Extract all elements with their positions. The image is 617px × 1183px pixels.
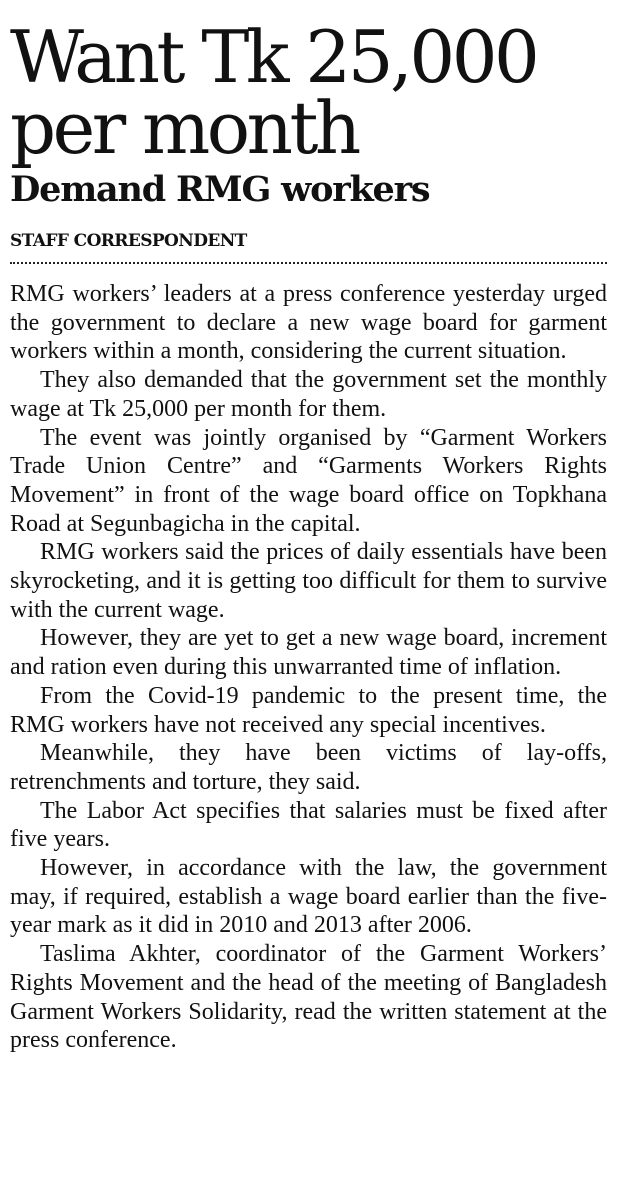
subheadline: Demand RMG workers bbox=[10, 169, 430, 210]
paragraph: The Labor Act specifies that salaries must be fixed after five years. bbox=[10, 797, 607, 853]
article-body bbox=[10, 280, 607, 1055]
paragraph: They also demanded that the government set the monthly wage at Tk 25,000 per month for them. bbox=[10, 367, 607, 422]
dotted-divider bbox=[10, 262, 607, 264]
paragraph: Meanwhile, they have been victims of lay-offs, retrenchments and torture, they said. bbox=[10, 740, 607, 795]
paragraph: The event was jointly organised by “Garment Workers Trade Union Centre” and “Garments Workers Rights Movement” in front of the wage board office on Topkhana Road at Segunbagicha in the capital. bbox=[10, 424, 607, 537]
paragraph: RMG workers said the prices of daily essentials have been skyrocketing, and it is getting too difficult for them to survive with the current wage. bbox=[10, 539, 607, 623]
paragraph: However, in accordance with the law, the government may, if required, establish a wage board earlier than the five-year mark as it did in 2010 and 2013 after 2006. bbox=[10, 855, 607, 939]
paragraph: However, they are yet to get a new wage board, increment and ration even during this unwarranted time of inflation. bbox=[10, 625, 607, 681]
paragraph: RMG workers’ leaders at a press conference yesterday urged the government to declare a new wage board for garment workers within a month, considering the current situation. bbox=[10, 281, 607, 365]
headline: Want Tk 25,000 per month bbox=[10, 15, 537, 170]
paragraph: Taslima Akhter, coordinator of the Garment Workers’ Rights Movement and the head of the meeting of Bangladesh Garment Workers Solidarity, read the written statement at the press conference. bbox=[10, 941, 607, 1054]
paragraph: From the Covid-19 pandemic to the present time, the RMG workers have not received any special incentives. bbox=[10, 682, 607, 738]
news-article bbox=[10, 0, 607, 1055]
byline: STAFF CORRESPONDENT bbox=[10, 231, 247, 251]
